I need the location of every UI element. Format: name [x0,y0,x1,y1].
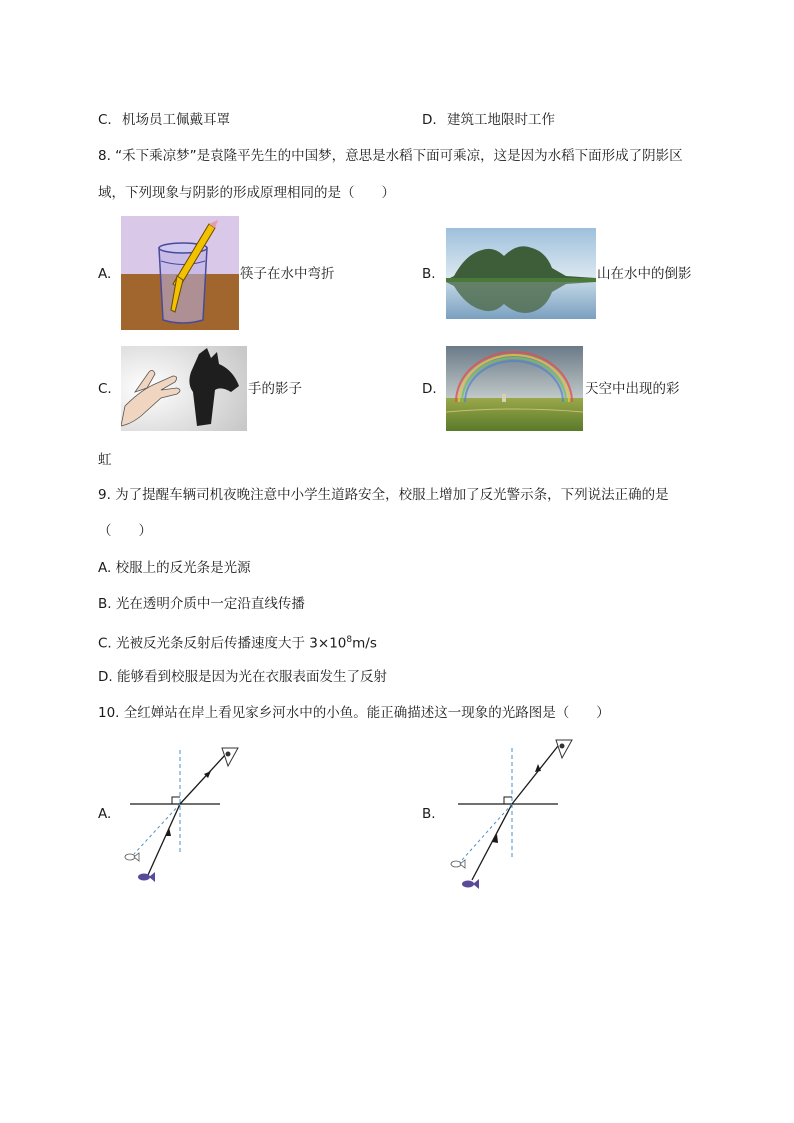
q8-option-a-letter: A. [98,266,112,282]
q10-option-b-diagram [440,734,580,894]
q8-option-a-text: 筷子在水中弯折 [240,266,335,282]
q8-option-c-text: 手的影子 [248,381,302,397]
q8-option-a-image [121,216,239,330]
q10-option-a-diagram [118,740,248,890]
q9-option-c-exponent: 8 [346,635,353,645]
q9-stem-line2: （ ） [98,523,152,539]
q8-option-b-letter: B. [422,266,436,282]
q9-option-d: D. 能够看到校服是因为光在衣服表面发生了反射 [98,669,387,685]
q9-option-c-text: C. 光被反光条反射后传播速度大于 3×10 [98,635,347,652]
q8-option-c-image [121,346,247,431]
q8-option-b-text: 山在水中的倒影 [597,266,692,282]
q8-option-d-text: 天空中出现的彩 [585,381,680,397]
q8-stem-line2: 域，下列现象与阴影的形成原理相同的是（ ） [98,185,395,201]
q8-option-d-letter: D. [422,381,437,397]
q7-option-c-letter: C. [98,112,112,128]
q9-option-c [98,630,377,654]
q7-option-c [98,110,230,130]
q9-option-c-unit: m/s [352,635,377,652]
q8-option-c-letter: C. [98,381,112,397]
q8-option-b-image [446,228,596,319]
q7-option-d-letter: D. [422,112,437,128]
q10-option-a-letter: A. [98,806,112,822]
q8-stem-line1: 8. “禾下乘凉梦”是袁隆平先生的中国梦，意思是水稻下面可乘凉，这是因为水稻下面形成了阴影区 [98,148,683,164]
q7-option-d-text: 建筑工地限时工作 [446,112,555,128]
q10-stem: 10. 全红婵站在岸上看见家乡河水中的小鱼。能正确描述这一现象的光路图是（ ） [98,705,610,721]
q9-option-b: B. 光在透明介质中一定沿直线传播 [98,596,305,612]
q8-option-d-image [446,346,583,431]
q7-option-c-text: 机场员工佩戴耳罩 [122,112,231,128]
q10-option-b-letter: B. [422,806,436,822]
q9-option-a: A. 校服上的反光条是光源 [98,560,251,576]
q9-stem-line1: 9. 为了提醒车辆司机夜晚注意中小学生道路安全，校服上增加了反光警示条，下列说法正确的是 [98,487,669,503]
q7-option-d [422,110,555,130]
q8-option-d-text-wrap: 虹 [98,452,112,468]
